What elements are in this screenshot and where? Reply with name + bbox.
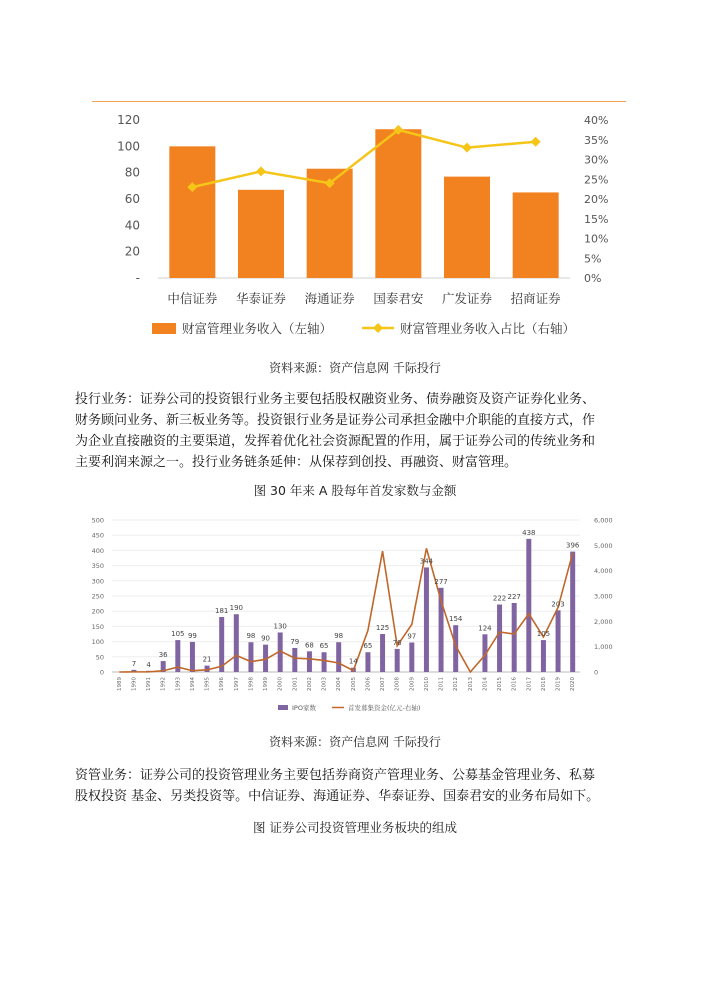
left-tick-label: -: [135, 271, 140, 285]
right-tick-label: 20%: [584, 193, 609, 206]
left-tick-label: 20: [124, 244, 140, 259]
right-tick-label: 35%: [584, 133, 609, 147]
ipo-data-label: 396: [566, 541, 580, 550]
ipo-bar: [336, 642, 341, 672]
top-rule: [92, 101, 626, 102]
ipo-bar: [409, 643, 414, 672]
category-label: 国泰君安: [373, 291, 424, 306]
legend-ipo-label: IPO家数: [292, 704, 316, 712]
year-tick-label: 2019: [555, 677, 562, 691]
year-tick-label: 2013: [467, 677, 474, 691]
year-tick-label: 2012: [453, 677, 460, 691]
bar: [375, 129, 421, 278]
legend-proceeds-label: 首发募集资金(亿元-右轴): [348, 704, 421, 712]
ipo-bar: [541, 640, 546, 672]
left-tick-label: 40: [124, 218, 140, 233]
year-tick-label: 2009: [409, 677, 416, 691]
bar: [444, 177, 490, 278]
ipo-data-label: 98: [334, 632, 344, 641]
right-tick-label: 3,000: [594, 592, 613, 601]
left-tick-label: 200: [91, 607, 104, 616]
ipo-data-label: 203: [551, 600, 565, 609]
ipo-bar: [365, 652, 370, 672]
category-label: 华泰证券: [235, 291, 287, 306]
ipo-data-label: 7: [131, 659, 137, 668]
ipo-data-label: 130: [273, 622, 287, 631]
ipo-data-label: 277: [434, 577, 448, 586]
ipo-bar: [497, 605, 502, 672]
bar: [238, 190, 284, 278]
para-line: 资管业务：证券公司的投资管理业务主要包括券商资产管理业务、公募基金管理业务、私募: [75, 768, 596, 783]
year-tick-label: 1998: [248, 677, 255, 691]
year-tick-label: 2018: [540, 677, 547, 691]
ipo-bar: [307, 651, 312, 672]
year-tick-label: 1996: [219, 677, 226, 691]
right-tick-label: 30%: [584, 153, 609, 167]
left-tick-label: 100: [117, 139, 140, 154]
year-tick-label: 2003: [321, 677, 328, 691]
legend-bar-label: 财富管理业务收入（左轴）: [182, 321, 333, 336]
year-tick-label: 1995: [204, 677, 211, 691]
year-tick-label: 2005: [350, 677, 357, 691]
legend-line-marker: [373, 323, 383, 333]
share-point: [531, 137, 541, 147]
right-tick-label: 25%: [584, 173, 609, 187]
year-tick-label: 1997: [233, 677, 240, 691]
year-tick-label: 2016: [511, 677, 518, 691]
year-tick-label: 2006: [365, 677, 372, 691]
year-tick-label: 2008: [394, 677, 401, 691]
left-tick-label: 120: [117, 113, 140, 127]
year-tick-label: 1994: [189, 677, 196, 691]
year-tick-label: 1991: [146, 677, 153, 691]
category-label: 中信证券: [167, 291, 218, 306]
ipo-bar: [292, 648, 297, 672]
year-tick-label: 1990: [131, 677, 138, 691]
year-tick-label: 2007: [380, 677, 387, 691]
right-tick-label: 0%: [584, 272, 602, 285]
ipo-bar: [248, 642, 253, 672]
ipo-bar: [512, 603, 517, 672]
left-tick-label: 350: [91, 562, 104, 571]
am-business-paragraph: [75, 765, 641, 807]
right-tick-label: 5,000: [594, 541, 613, 550]
ipo-data-label: 190: [229, 604, 243, 613]
ipo-data-label: 154: [449, 615, 463, 624]
ipo-data-label: 76: [392, 638, 402, 647]
ipo-data-label: 79: [290, 637, 300, 646]
left-tick-label: 80: [124, 165, 140, 180]
left-tick-label: 100: [91, 638, 104, 647]
ipo-data-label: 99: [187, 631, 197, 640]
category-label: 广发证券: [441, 291, 493, 306]
left-tick-label: 250: [91, 592, 104, 601]
year-tick-label: 2002: [306, 677, 313, 691]
para-line: 投行业务：证券公司的投资银行业务主要包括股权融资业务、债券融资及资产证券化业务、: [75, 392, 596, 407]
year-tick-label: 2017: [526, 677, 533, 691]
ib-business-paragraph: [75, 389, 641, 473]
year-tick-label: 2011: [438, 677, 445, 691]
ipo-bar: [570, 552, 575, 672]
left-tick-label: 50: [95, 653, 104, 662]
right-tick-label: 2,000: [594, 617, 613, 626]
ipo-data-label: 14: [348, 657, 358, 666]
year-tick-label: 2010: [423, 677, 430, 691]
wealth-management-chart: [100, 105, 620, 345]
ipo-data-label: 97: [407, 632, 417, 641]
fig3-title: 图 证券公司投资管理业务板块的组成: [253, 820, 457, 835]
legend-bar-swatch: [152, 323, 176, 334]
left-tick-label: 500: [91, 516, 104, 525]
right-tick-label: 0: [594, 668, 599, 677]
para-line: 股权投资 基金、另类投资等。中信证券、海通证券、华泰证券、国泰君安的业务布局如下。: [75, 789, 600, 804]
category-label: 海通证券: [304, 291, 355, 306]
ipo-data-label: 125: [375, 624, 390, 632]
left-tick-label: 60: [124, 192, 140, 206]
para-line: 为企业直接融资的主要渠道，发挥着优化社会资源配置的作用，属于证券公司的传统业务和: [75, 434, 596, 449]
bar: [169, 146, 215, 278]
legend-line-label: 财富管理业务收入占比（右轴）: [400, 321, 576, 336]
ipo-data-label: 344: [419, 557, 434, 566]
ipo-data-label: 90: [261, 634, 271, 643]
ipo-data-label: 21: [202, 655, 212, 664]
year-tick-label: 1999: [263, 677, 270, 691]
chart2-source-caption: 资料来源：资产信息网 千际投行: [269, 735, 441, 749]
chart1-source-caption: 资料来源：资产信息网 千际投行: [269, 361, 441, 375]
ipo-chart: [82, 512, 622, 722]
ipo-bar: [322, 652, 327, 672]
ipo-data-label: 222: [492, 594, 507, 603]
year-tick-label: 2004: [336, 677, 343, 691]
ipo-bar: [234, 614, 239, 672]
year-tick-label: 2015: [497, 677, 504, 691]
ipo-data-label: 68: [304, 641, 314, 650]
ipo-bar: [526, 539, 531, 672]
right-tick-label: 40%: [584, 114, 609, 127]
left-tick-label: 400: [91, 546, 104, 555]
ipo-data-label: 124: [478, 624, 492, 633]
ipo-bar: [395, 649, 400, 672]
ipo-data-label: 36: [158, 651, 168, 660]
para-line: 主要利润来源之一。投行业务链条延伸：从保荐到创投、再融资、财富管理。: [75, 455, 518, 470]
ipo-data-label: 181: [215, 606, 229, 615]
right-tick-label: 10%: [584, 232, 609, 246]
bar: [513, 192, 559, 278]
category-label: 招商证券: [510, 291, 561, 306]
para-line: 财务顾问业务、新三板业务等。投资银行业务是证券公司承担金融中介职能的直接方式，作: [75, 413, 596, 428]
left-tick-label: 300: [91, 577, 104, 586]
year-tick-label: 1993: [175, 677, 182, 691]
left-tick-label: 0: [99, 668, 104, 677]
year-tick-label: 2001: [292, 677, 299, 691]
ipo-data-label: 227: [507, 592, 521, 601]
year-tick-label: 2014: [482, 677, 489, 691]
share-point: [256, 166, 266, 176]
ipo-bar: [190, 642, 195, 672]
right-tick-label: 5%: [584, 252, 602, 266]
right-tick-label: 6,000: [594, 516, 613, 525]
proceeds-line: [119, 548, 572, 672]
ipo-bar: [380, 634, 385, 672]
year-tick-label: 2000: [277, 677, 284, 691]
year-tick-label: 1992: [160, 677, 167, 691]
right-tick-label: 4,000: [594, 567, 613, 576]
ipo-data-label: 4: [146, 660, 151, 669]
year-tick-label: 2020: [570, 677, 577, 691]
ipo-bar: [556, 610, 561, 672]
share-point: [462, 143, 472, 153]
ipo-data-label: 65: [363, 642, 373, 651]
right-tick-label: 15%: [584, 212, 609, 226]
left-tick-label: 150: [91, 622, 104, 631]
right-tick-label: 1,000: [594, 643, 613, 652]
legend-ipo-swatch: [278, 705, 288, 710]
ipo-data-label: 65: [319, 642, 329, 651]
fig2-title: 图 30 年来 A 股每年首发家数与金额: [253, 483, 457, 498]
ipo-data-label: 105: [171, 630, 185, 639]
ipo-bar: [219, 617, 224, 672]
ipo-bar: [424, 567, 429, 672]
ipo-data-label: 438: [522, 528, 536, 537]
ipo-data-label: 98: [246, 632, 256, 641]
year-tick-label: 1989: [116, 677, 123, 691]
left-tick-label: 450: [91, 531, 104, 540]
ipo-data-label: 105: [536, 630, 551, 639]
